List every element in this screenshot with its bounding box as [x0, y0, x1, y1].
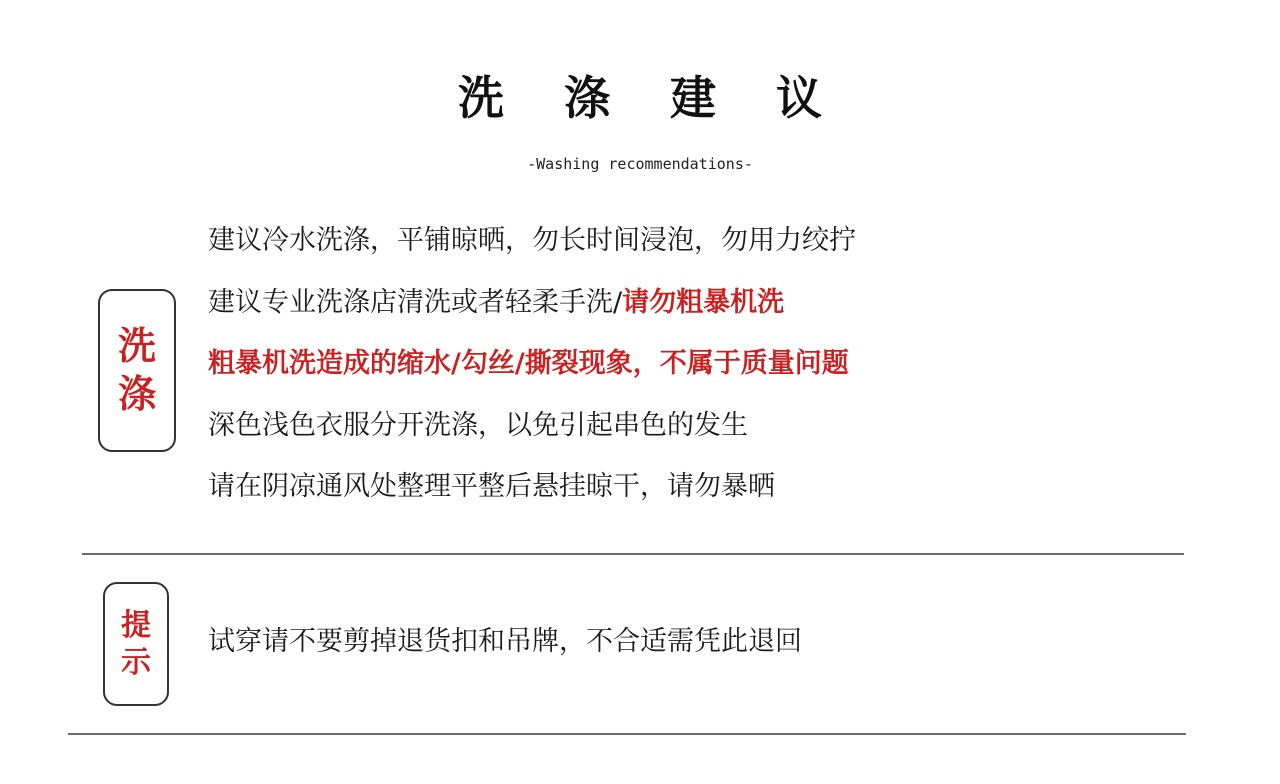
page-subtitle: -Washing recommendations- [527, 155, 753, 173]
instruction-text: 深色浅色衣服分开洗涤，以免引起串色的发生 [208, 409, 748, 441]
instruction-warning: 请勿粗暴机洗 [622, 286, 785, 318]
washing-instructions-list [208, 210, 856, 518]
washing-tag-char: 洗 [117, 324, 156, 368]
bottom-divider [68, 733, 1186, 735]
tip-tag [103, 582, 169, 706]
instruction-text: 建议专业洗涤店清洗或者轻柔手洗/ [208, 286, 623, 318]
instruction-text: 请在阴凉通风处整理平整后悬挂晾干，请勿暴晒 [208, 471, 775, 502]
instruction-line [208, 456, 856, 518]
instruction-line-warning [208, 333, 856, 395]
section-divider [82, 553, 1184, 555]
page-title: 洗 涤 建 议 [457, 71, 845, 125]
tip-tag-char: 示 [121, 645, 151, 680]
instruction-line [208, 395, 856, 457]
instruction-text: 建议冷水洗涤，平铺晾晒，勿长时间浸泡，勿用力绞拧 [208, 225, 856, 256]
tip-tag-char: 提 [121, 607, 151, 643]
washing-tag [98, 289, 176, 452]
tip-text: 试穿请不要剪掉退货扣和吊牌，不合适需凭此退回 [208, 626, 802, 657]
washing-tag-char: 涤 [117, 371, 156, 416]
instruction-line [208, 210, 856, 272]
instruction-text: 粗暴机洗造成的缩水/勾丝/撕裂现象，不属于质量问题 [208, 348, 849, 379]
instruction-line [208, 272, 856, 334]
